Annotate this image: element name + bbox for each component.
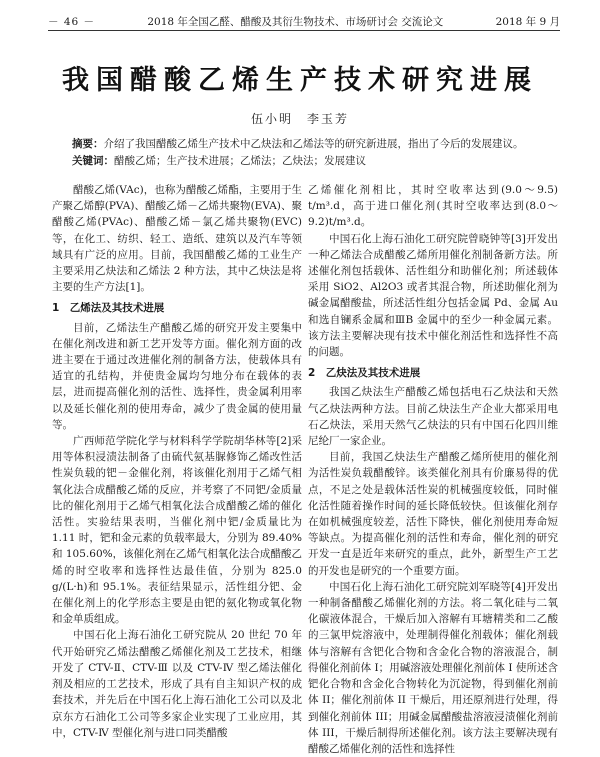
section-2-paragraph-1: 我国乙炔法生产醋酸乙烯包括电石乙炔法和天然气乙炔法两种方法。目前乙炔法生产企业大都采用电石乙炔法，采用天然气乙炔法的只有中国石化四川维尼纶厂一家企业。 <box>308 386 558 448</box>
abstract-label: 摘要： <box>72 138 104 150</box>
left-column <box>52 182 302 741</box>
paper-title: 我国醋酸乙烯生产技术研究进展 <box>62 65 538 96</box>
section-2-heading: 2 乙炔法及其技术进展 <box>308 367 421 380</box>
section-1-paragraph-3: 中国石化上海石油化工研究院从 20 世纪 70 年代开始研究乙烯法醋酸乙烯催化剂及工艺技术，相继开发了 CTV-Ⅱ、CTV-Ⅲ 以及 CTV-Ⅳ 型乙烯法催化剂及相应的工艺技术，形成了具有自主知识产权的成套技术，并先后在中国石化上海石油化工公司以及北京东方石油化工公司等多家企业实现了工业应用，其中，CTV-Ⅳ 型催化剂与进口同类醋酸 <box>52 629 302 739</box>
right-column <box>308 182 558 757</box>
running-header <box>48 12 560 31</box>
right-paragraph-1: 中国石化上海石油化工研究院曾晓钟等[3]开发出一种乙烯法合成醋酸乙烯所用催化剂制备新方法。所述催化剂包括载体、活性组分和助催化剂；所述载体采用 SiO2、Al2O3 或者其混合物，所述助催化剂为碱金属醋酸盐，所述活性组分包括金属 Pd、金属 Au 和选自镧系金属和ⅢB 金属中的至少一种金属元素。该方法主要解决现有技术中催化剂活性和选择性不高的问题。 <box>308 232 558 359</box>
journal-name: 2018 年全国乙醛、醋酸及其衍生物技术、市场研讨会 交流论文 <box>147 15 444 28</box>
continued-paragraph: 乙烯催化剂相比，其时空收率达到(9.0～9.5) t/m³.d，高于进口催化剂(其时空收率达到(8.0～9.2)t/m³.d。 <box>308 184 558 229</box>
keywords-label: 关键词： <box>72 155 114 167</box>
keywords <box>72 153 540 170</box>
abstract <box>72 136 540 153</box>
abstract-text: 介绍了我国醋酸乙烯生产技术中乙炔法和乙烯法等的研究新进展，指出了今后的发展建议。 <box>103 138 524 150</box>
section-1-paragraph-2: 广西师范学院化学与材料科学学院胡华林等[2]采用等体积浸渍法制备了由硫代氨基脲修饰乙烯改性活性炭负载的钯－金催化剂，将该催化剂用于乙烯气相氧化法合成醋酸乙烯的反应，并考察了不同钯/金质量比的催化剂用于乙烯气相氧化法合成醋酸乙烯的催化活性。实验结果表明，当催化剂中钯/金质量比为 1.11 时，钯和金元素的负载率最大，分别为 89.40%和 105.60%，该催化剂在乙烯气相氧化法合成醋酸乙烯的时空收率和选择性达最佳值，分别为 825.0 g/(L·h)和 95.1%。表征结果显示，活性组分钯、金在催化剂上的化学形态主要是由钯的氨化物或氧化物和金单质组成。 <box>52 435 302 626</box>
authors: 伍小明 李玉芳 <box>250 112 349 126</box>
issue-date: 2018 年 9 月 <box>495 15 560 28</box>
abstract-block <box>72 136 540 170</box>
page-number: － 46 － <box>48 15 96 28</box>
section-1-paragraph-1: 目前，乙烯法生产醋酸乙烯的研究开发主要集中在催化剂改进和新工艺开发等方面。催化剂方面的改进主要在于通过改进催化剂的制备方法，使载体具有适宜的孔结构，并使贵金属均匀地分布在载体的表层，进而提高催化剂的活性、选择性，贵金属利用率以及延长催化剂的使用寿命，减少了贵金属的使用量等。 <box>52 321 302 431</box>
section-1-heading: 1 乙烯法及其技术进展 <box>52 302 165 315</box>
keywords-text: 醋酸乙烯；生产技术进展；乙烯法；乙炔法；发展建议 <box>114 155 366 167</box>
section-2-paragraph-3: 中国石化上海石油化工研究院刘军晓等[4]开发出一种制备醋酸乙烯催化剂的方法。将二氧化硅与二氧化碳液体混合，干燥后加入溶解有耳塘精类和二乙酸的三氯甲烷溶液中，处理制得催化剂载体；催化剂载体与溶解有含钯化合物和含金化合物的溶液混合，制得催化剂前体 I；用碱溶液处理催化剂前体 I 使所述含钯化合物和含金化合物转化为沉淀物，得到催化剂前体 II；催化剂前体 II 干燥后，用还原剂进行处理，得到催化剂前体 III；用碱金属醋酸盐溶液浸渍催化剂前体 III，干燥后制得所述催化剂。该方法主要解决现有醋酸乙烯催化剂的活性和选择性 <box>308 580 558 755</box>
section-2-paragraph-2: 目前，我国乙炔法生产醋酸乙烯所使用的催化剂为活性炭负载醋酸锌。该类催化剂具有价廉易得的优点，不足之处是载体活性炭的机械强度较低，同时催化活性随着操作时间的延长降低较快。但该催化剂存在如机械强度较差，活性下降快，催化剂使用寿命短等缺点。为提高催化剂的活性和寿命，催化剂的研究开发一直是近年来研究的重点，此外，新型生产工艺的开发也是研究的一个重要方面。 <box>308 451 558 577</box>
intro-paragraph: 醋酸乙烯(VAc)，也称为醋酸乙烯酯，主要用于生产聚乙烯醇(PVA)、醋酸乙烯－乙烯共聚物(EVA)、聚醋酸乙烯(PVAc)、醋酸乙烯－氯乙烯共聚物(EVC)等，在化工、纺织、轻工、造纸、建筑以及汽车等领域具有广泛的应用。目前，我国醋酸乙烯的工业生产主要采用乙炔法和乙烯法 2 种方法，其中乙炔法是将主要的生产方法[1]。 <box>52 184 302 294</box>
